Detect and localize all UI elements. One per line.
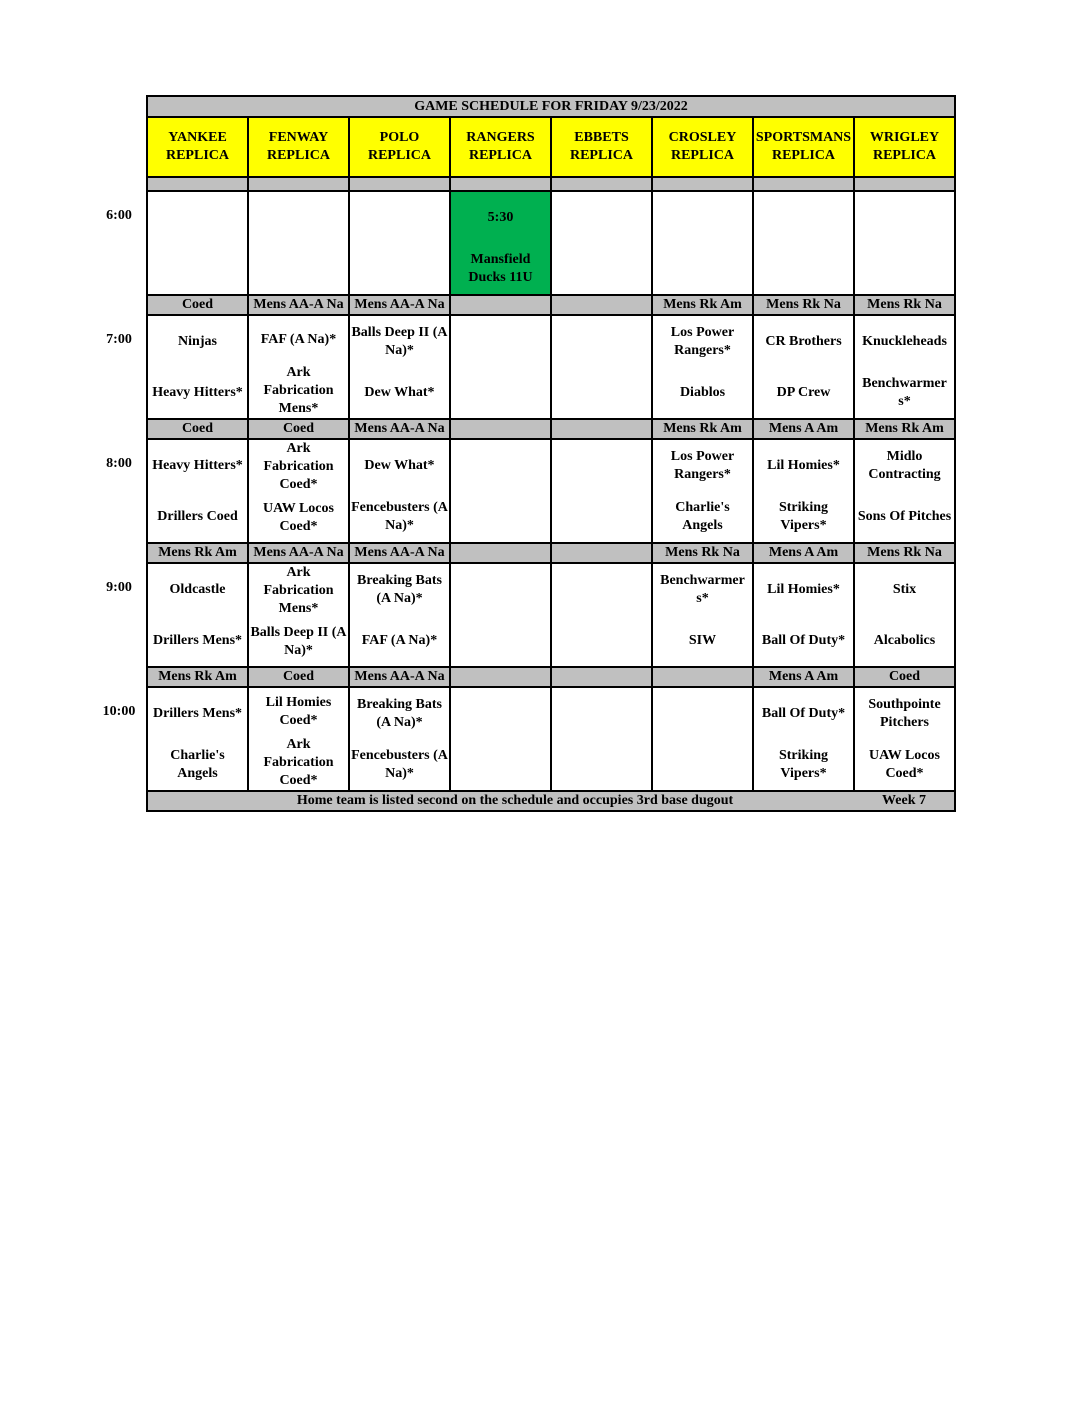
game-matchup	[148, 688, 247, 790]
team-name: FAF (A Na)*	[260, 332, 337, 347]
field-name: CROSLEY	[668, 130, 737, 145]
home-team	[855, 367, 954, 418]
game-cell	[248, 191, 349, 295]
division-label: Mens Rk Am	[652, 419, 753, 439]
division-row	[147, 543, 955, 563]
home-team	[451, 243, 550, 294]
game-matchup	[552, 192, 651, 294]
division-label: Mens Rk Na	[652, 543, 753, 563]
time-slot-row	[147, 315, 955, 419]
game-cell	[147, 191, 248, 295]
game-cell	[652, 563, 753, 667]
game-matchup	[653, 440, 752, 542]
visiting-team	[855, 564, 954, 615]
visiting-team	[451, 564, 550, 615]
footer-row	[147, 791, 955, 811]
game-cell	[147, 315, 248, 419]
field-subtitle: REPLICA	[367, 148, 431, 163]
team-name: CR Brothers	[765, 333, 842, 349]
game-cell	[753, 439, 854, 543]
visiting-team	[148, 192, 247, 243]
team-name: Breaking Bats (A Na)*	[357, 696, 442, 730]
home-team	[249, 736, 348, 790]
game-cell	[753, 687, 854, 791]
field-header	[147, 117, 248, 177]
spacer-cell	[450, 177, 551, 191]
game-cell	[147, 439, 248, 543]
game-cell	[652, 687, 753, 791]
home-team	[552, 491, 651, 542]
game-matchup	[653, 564, 752, 666]
division-label: Mens AA-A Na	[349, 543, 450, 563]
home-team	[148, 491, 247, 542]
home-team	[855, 491, 954, 542]
visiting-team	[552, 564, 651, 615]
visiting-team	[754, 316, 853, 367]
division-label: Mens A Am	[753, 419, 854, 439]
home-team	[754, 243, 853, 294]
home-team	[855, 739, 954, 790]
home-team	[754, 615, 853, 666]
division-label: Mens Rk Am	[652, 295, 753, 315]
visiting-team	[350, 688, 449, 739]
visiting-team	[249, 316, 348, 364]
schedule-title: GAME SCHEDULE FOR FRIDAY 9/23/2022	[147, 96, 955, 117]
game-matchup	[754, 440, 853, 542]
game-matchup	[451, 192, 550, 294]
game-matchup	[653, 192, 752, 294]
spacer-cell	[551, 177, 652, 191]
division-label	[551, 419, 652, 439]
team-name: Lil Homies Coed*	[265, 695, 332, 728]
division-label: Mens AA-A Na	[248, 543, 349, 563]
spacer-cell	[147, 177, 248, 191]
game-matchup	[552, 564, 651, 666]
game-matchup	[350, 564, 449, 666]
field-header	[854, 117, 955, 177]
team-name: Drillers Mens*	[152, 705, 243, 721]
game-matchup	[451, 688, 550, 790]
team-name: Dew What*	[364, 384, 435, 400]
team-name: Striking Vipers*	[778, 747, 828, 781]
game-matchup	[148, 192, 247, 294]
team-name: Fencebusters (A Na)*	[351, 499, 448, 533]
game-matchup	[855, 316, 954, 418]
division-label	[652, 667, 753, 687]
game-cell	[551, 687, 652, 791]
game-matchup	[249, 688, 348, 790]
home-team	[754, 491, 853, 542]
division-label	[450, 419, 551, 439]
visiting-team	[653, 688, 752, 739]
division-label: Mens A Am	[753, 543, 854, 563]
field-subtitle: REPLICA	[569, 148, 633, 163]
team-name: Midlo Contracting	[868, 448, 941, 482]
game-cell	[450, 315, 551, 419]
division-label	[551, 295, 652, 315]
visiting-team	[653, 564, 752, 615]
game-matchup	[754, 316, 853, 418]
division-label: Coed	[854, 667, 955, 687]
field-header	[652, 117, 753, 177]
game-cell	[349, 687, 450, 791]
team-name: Lil Homies*	[767, 457, 840, 473]
spacer-cell	[753, 177, 854, 191]
division-label: Mens Rk Na	[854, 543, 955, 563]
team-name: DP Crew	[776, 384, 831, 400]
week-label: Week 7	[882, 793, 926, 808]
game-cell	[450, 687, 551, 791]
game-cell	[248, 563, 349, 667]
team-name: Ball Of Duty*	[761, 705, 846, 721]
spacer-row	[147, 177, 955, 191]
game-cell	[248, 315, 349, 419]
home-team-note: Home team is listed second on the schedule and occupies 3rd base dugout	[296, 793, 734, 808]
division-label: Coed	[147, 419, 248, 439]
team-name: Los Power Rangers*	[670, 448, 735, 482]
division-label	[551, 543, 652, 563]
time-slot-row	[147, 191, 955, 295]
team-name: Ark Fabrication Mens*	[263, 365, 334, 416]
field-header	[753, 117, 854, 177]
game-matchup	[754, 192, 853, 294]
field-name: POLO	[379, 130, 420, 145]
visiting-team	[754, 440, 853, 491]
field-name: YANKEE	[168, 130, 227, 145]
game-cell	[753, 315, 854, 419]
division-label: Mens AA-A Na	[248, 295, 349, 315]
game-cell	[248, 439, 349, 543]
team-name: Los Power Rangers*	[670, 324, 735, 358]
visiting-team	[148, 564, 247, 615]
team-name: Mansfield Ducks 11U	[468, 251, 533, 285]
team-name: 5:30	[487, 209, 514, 225]
team-name: FAF (A Na)*	[361, 632, 438, 648]
team-name: SIW	[688, 632, 717, 648]
home-team	[249, 494, 348, 542]
field-name: SPORTSMANS	[755, 130, 852, 145]
visiting-team	[855, 688, 954, 739]
team-name: Charlie's Angels	[170, 747, 225, 781]
game-matchup	[148, 564, 247, 666]
home-team	[350, 615, 449, 666]
division-label: Mens AA-A Na	[349, 419, 450, 439]
home-team	[552, 367, 651, 418]
team-name: Fencebusters (A Na)*	[351, 747, 448, 781]
division-label	[450, 543, 551, 563]
team-name: Southpointe Pitchers	[868, 696, 941, 730]
team-name: Striking Vipers*	[778, 499, 828, 533]
division-label: Coed	[248, 667, 349, 687]
team-name: Benchwarmer s*	[660, 572, 745, 606]
home-team	[653, 243, 752, 294]
field-name: EBBETS	[574, 130, 629, 145]
game-matchup	[249, 440, 348, 542]
game-matchup	[350, 316, 449, 418]
home-team	[552, 739, 651, 790]
team-name: Ball Of Duty*	[761, 632, 846, 648]
visiting-team	[653, 440, 752, 491]
game-matchup	[754, 564, 853, 666]
team-name: Lil Homies*	[767, 581, 840, 597]
division-label: Mens AA-A Na	[349, 667, 450, 687]
team-name: Diablos	[679, 384, 726, 400]
footer-note	[147, 791, 955, 811]
visiting-team	[451, 192, 550, 243]
home-team	[653, 739, 752, 790]
time-label: 8:00	[106, 456, 132, 471]
game-cell	[551, 315, 652, 419]
team-name: UAW Locos Coed*	[263, 501, 334, 534]
spacer-cell	[248, 177, 349, 191]
field-subtitle: REPLICA	[670, 148, 734, 163]
game-cell	[248, 687, 349, 791]
visiting-team	[350, 192, 449, 243]
team-name: Oldcastle	[169, 581, 226, 597]
home-team	[754, 367, 853, 418]
time-label: 9:00	[106, 580, 132, 595]
time-label: 6:00	[106, 208, 132, 223]
game-matchup	[653, 688, 752, 790]
game-matchup	[653, 316, 752, 418]
field-header	[349, 117, 450, 177]
home-team	[451, 615, 550, 666]
division-label	[450, 295, 551, 315]
visiting-team	[148, 316, 247, 367]
game-cell	[551, 439, 652, 543]
home-team	[249, 243, 348, 294]
division-label: Mens AA-A Na	[349, 295, 450, 315]
visiting-team	[451, 688, 550, 739]
team-name: Stix	[892, 581, 917, 597]
visiting-team	[552, 440, 651, 491]
spacer-cell	[854, 177, 955, 191]
time-slot-row	[147, 687, 955, 791]
visiting-team	[653, 316, 752, 367]
team-name: Ark Fabrication Coed*	[263, 737, 334, 788]
visiting-team	[855, 192, 954, 243]
division-row	[147, 295, 955, 315]
team-name: Balls Deep II (A Na)*	[250, 625, 347, 658]
visiting-team	[249, 564, 348, 618]
time-label: 7:00	[106, 332, 132, 347]
team-name: Ark Fabrication Coed*	[263, 441, 334, 492]
visiting-team	[350, 564, 449, 615]
game-matchup	[249, 316, 348, 418]
field-header	[450, 117, 551, 177]
game-matchup	[855, 440, 954, 542]
game-matchup	[148, 316, 247, 418]
visiting-team	[249, 688, 348, 736]
field-subtitle: REPLICA	[771, 148, 835, 163]
game-matchup	[350, 688, 449, 790]
home-team	[653, 491, 752, 542]
home-team	[148, 615, 247, 666]
division-label: Mens Rk Na	[753, 295, 854, 315]
home-team	[148, 739, 247, 790]
visiting-team	[148, 688, 247, 739]
game-cell	[349, 191, 450, 295]
field-subtitle: REPLICA	[872, 148, 936, 163]
game-matchup	[552, 316, 651, 418]
division-label	[551, 667, 652, 687]
game-cell	[551, 563, 652, 667]
game-cell	[753, 563, 854, 667]
visiting-team	[451, 316, 550, 367]
field-name: RANGERS	[466, 130, 535, 145]
division-row	[147, 667, 955, 687]
field-name: WRIGLEY	[869, 130, 940, 145]
spacer-cell	[652, 177, 753, 191]
team-name: Charlie's Angels	[675, 499, 730, 533]
team-name: Benchwarmer s*	[862, 375, 947, 409]
division-label: Coed	[147, 295, 248, 315]
game-matchup	[855, 688, 954, 790]
field-subtitle: REPLICA	[266, 148, 330, 163]
visiting-team	[855, 316, 954, 367]
game-matchup	[552, 688, 651, 790]
home-team	[249, 364, 348, 418]
home-team	[754, 739, 853, 790]
field-name: FENWAY	[268, 130, 329, 145]
team-name: Balls Deep II (A Na)*	[351, 324, 448, 358]
game-cell	[854, 563, 955, 667]
visiting-team	[754, 192, 853, 243]
visiting-team	[350, 316, 449, 367]
game-matchup	[148, 440, 247, 542]
home-team	[653, 615, 752, 666]
game-cell	[854, 687, 955, 791]
team-name: Heavy Hitters*	[152, 384, 243, 400]
team-name: Drillers Mens*	[152, 632, 243, 648]
game-cell	[652, 191, 753, 295]
visiting-team	[552, 688, 651, 739]
home-team	[350, 491, 449, 542]
home-team	[350, 367, 449, 418]
visiting-team	[754, 688, 853, 739]
visiting-team	[148, 440, 247, 491]
team-name: UAW Locos Coed*	[869, 747, 940, 781]
game-matchup	[350, 192, 449, 294]
home-team	[653, 367, 752, 418]
time-slot-row	[147, 439, 955, 543]
game-matchup	[350, 440, 449, 542]
game-cell	[551, 191, 652, 295]
home-team	[148, 367, 247, 418]
field-subtitle: REPLICA	[165, 148, 229, 163]
home-team	[451, 491, 550, 542]
division-label: Coed	[248, 419, 349, 439]
visiting-team	[552, 316, 651, 367]
visiting-team	[249, 192, 348, 243]
game-cell	[349, 439, 450, 543]
game-matchup	[552, 440, 651, 542]
home-team	[350, 243, 449, 294]
time-slot-row	[147, 563, 955, 667]
game-cell	[450, 439, 551, 543]
game-matchup	[855, 192, 954, 294]
division-label	[450, 667, 551, 687]
home-team	[451, 367, 550, 418]
visiting-team	[249, 440, 348, 494]
game-cell	[854, 315, 955, 419]
team-name: Drillers Coed	[157, 508, 238, 524]
spacer-cell	[349, 177, 450, 191]
game-matchup	[451, 316, 550, 418]
visiting-team	[451, 440, 550, 491]
home-team	[148, 243, 247, 294]
game-cell	[349, 315, 450, 419]
game-cell	[854, 439, 955, 543]
home-team	[350, 739, 449, 790]
team-name: Heavy Hitters*	[152, 457, 243, 473]
game-cell	[450, 191, 551, 295]
visiting-team	[653, 192, 752, 243]
game-matchup	[754, 688, 853, 790]
home-team	[249, 618, 348, 666]
team-name: Knuckleheads	[862, 333, 947, 349]
field-subtitle: REPLICA	[468, 148, 532, 163]
field-header-row	[147, 117, 955, 177]
game-cell	[147, 563, 248, 667]
team-name: Sons Of Pitches	[857, 508, 952, 524]
home-team	[451, 739, 550, 790]
game-cell	[652, 439, 753, 543]
game-cell	[652, 315, 753, 419]
schedule-table	[146, 95, 956, 812]
home-team	[552, 615, 651, 666]
home-team	[855, 243, 954, 294]
division-row	[147, 419, 955, 439]
division-label: Mens A Am	[753, 667, 854, 687]
game-matchup	[451, 564, 550, 666]
team-name: Breaking Bats (A Na)*	[357, 572, 442, 606]
visiting-team	[552, 192, 651, 243]
division-label: Mens Rk Am	[147, 543, 248, 563]
game-matchup	[249, 192, 348, 294]
game-matchup	[249, 564, 348, 666]
visiting-team	[754, 564, 853, 615]
game-matchup	[855, 564, 954, 666]
title-row	[147, 96, 955, 117]
field-header	[551, 117, 652, 177]
game-cell	[349, 563, 450, 667]
game-matchup	[451, 440, 550, 542]
game-cell	[854, 191, 955, 295]
game-cell	[450, 563, 551, 667]
team-name: Ark Fabrication Mens*	[263, 565, 334, 616]
home-team	[855, 615, 954, 666]
team-name: Alcabolics	[873, 632, 936, 648]
field-header	[248, 117, 349, 177]
home-team	[552, 243, 651, 294]
visiting-team	[350, 440, 449, 491]
game-cell	[147, 687, 248, 791]
team-name: Ninjas	[178, 333, 217, 349]
division-label: Mens Rk Am	[854, 419, 955, 439]
time-label: 10:00	[102, 704, 136, 719]
division-label: Mens Rk Na	[854, 295, 955, 315]
team-name: Dew What*	[364, 457, 435, 473]
game-cell	[753, 191, 854, 295]
visiting-team	[855, 440, 954, 491]
division-label: Mens Rk Am	[147, 667, 248, 687]
